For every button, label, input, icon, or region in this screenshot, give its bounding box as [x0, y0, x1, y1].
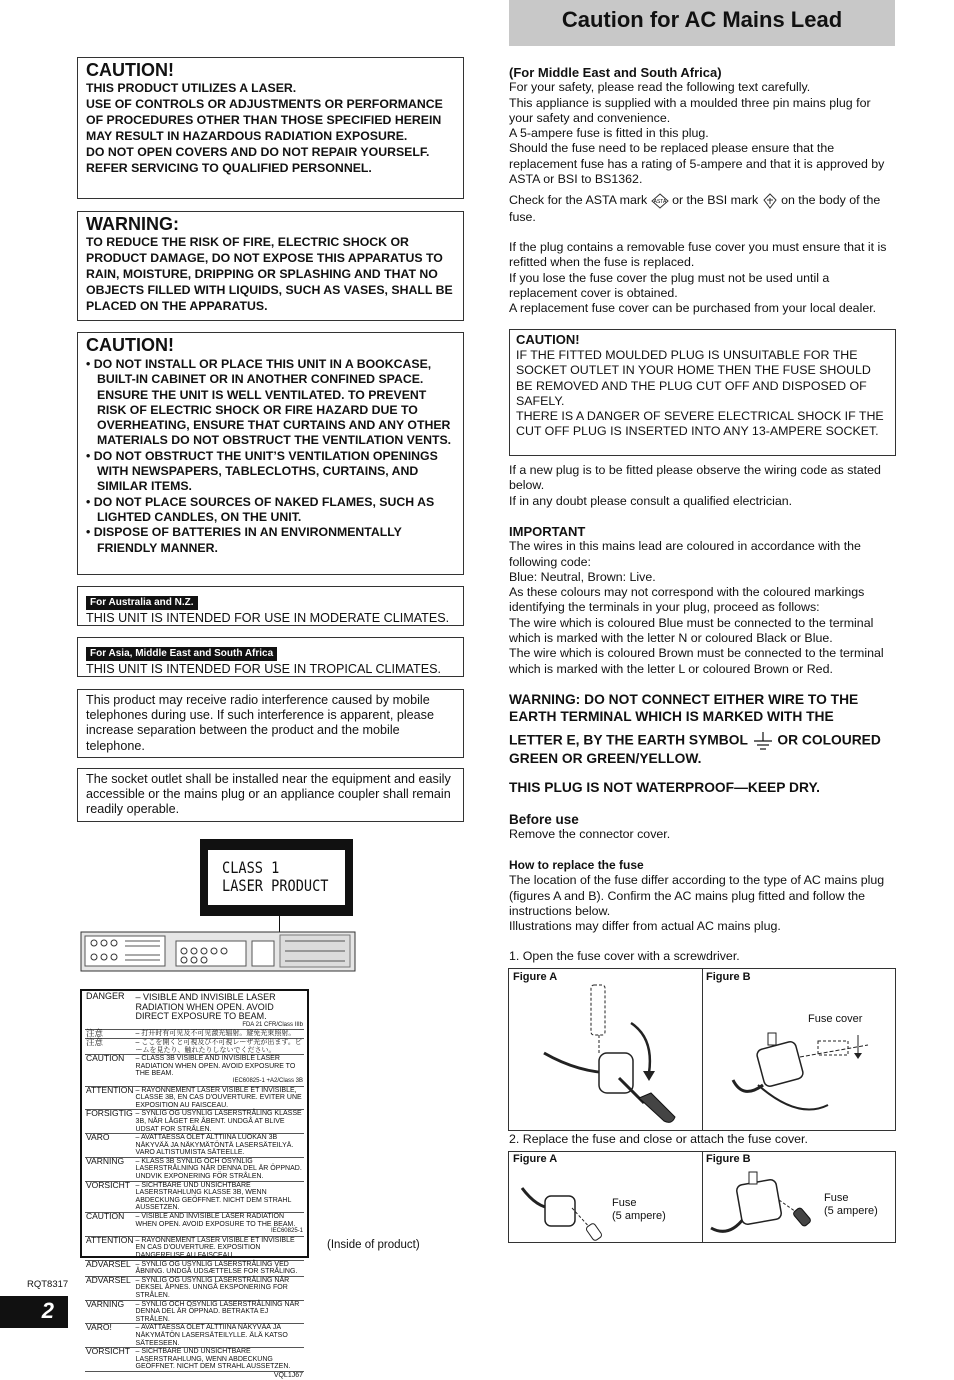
check-bsi-text: or the BSI mark	[672, 193, 759, 207]
danger-label-text: – SICHTBARE UND UNSICHTBARE LASERSTRAHLUNG KLASSE 3B, WENN ABDECKUNG GEÖFFNET. NICHT DEM STRAHL AUSSETZEN.	[135, 1181, 292, 1212]
bsi-kitemark-icon	[762, 193, 778, 209]
asia-text: THIS UNIT IS INTENDED FOR USE IN TROPICAL CLIMATES.	[86, 662, 442, 676]
danger-label-code: VQL1J67	[273, 1371, 303, 1379]
caution-laser-line: USE OF CONTROLS OR ADJUSTMENTS OR PERFORMANCE OF PROCEDURES OTHER THAN THOSE SPECIFIED HEREIN MAY RESULT IN HAZARDOUS RADIATION EXPOSURE.	[86, 97, 443, 143]
important-para: The wires in this mains lead are coloured in accordance with the following code:	[509, 539, 861, 569]
earth-warning-line-c: GREEN OR GREEN/YELLOW.	[509, 751, 702, 766]
danger-label-text: – VISIBLE AND INVISIBLE LASER RADIATION WHEN OPEN. AVOID EXPOSURE TO THE BEAM.	[135, 1213, 296, 1228]
plug-fuse-a-illustration	[517, 1168, 617, 1240]
list-item: • DO NOT OBSTRUCT THE UNIT’S VENTILATION OPENINGS WITH NEWSPAPERS, TABLECLOTHS, CURTAINS, AND SIMILAR ITEMS.	[86, 448, 438, 494]
page-title-bar	[509, 0, 895, 46]
danger-label-text: – SYNLIG OG USYNLIG LASERSTRÅLING NÅR DEKSEL ÅPNES. UNNGÅ EKSPONERING FOR STRÅLEN.	[135, 1276, 290, 1299]
middle-east-section	[509, 65, 897, 187]
list-item: • DO NOT PLACE SOURCES OF NAKED FLAMES, SUCH AS LIGHTED CANDLES, ON THE UNIT.	[86, 494, 435, 524]
caution-plug-box	[509, 329, 896, 456]
list-item: • DISPOSE OF BATTERIES IN AN ENVIRONMENTALLY FRIENDLY MANNER.	[86, 525, 402, 555]
danger-label-row	[85, 1055, 304, 1086]
caution-plug-title: CAUTION!	[516, 332, 580, 347]
caution-installation-list	[86, 357, 455, 556]
important-para: As these colours may not correspond with the coloured markings identifying the terminals in your plug, proceed as follows:	[509, 585, 865, 615]
danger-label-key: VORSICHT	[86, 1346, 130, 1357]
asia-box	[77, 637, 464, 677]
region-tag-asia: For Asia, Middle East and South Africa	[86, 647, 277, 661]
danger-label-row	[85, 1300, 304, 1324]
danger-label-row	[85, 1030, 304, 1039]
middle-east-para: For your safety, please read the following text carefully.	[509, 80, 811, 95]
caution-laser-line: DO NOT OPEN COVERS AND DO NOT REPAIR YOURSELF. REFER SERVICING TO QUALIFIED PERSONNEL.	[86, 145, 430, 175]
danger-label-value	[135, 1300, 304, 1324]
danger-label-row	[85, 1324, 304, 1348]
danger-label-value	[135, 1236, 304, 1260]
inside-product-caption: (Inside of product)	[327, 1239, 420, 1251]
danger-label-text: – RAYONNEMENT LASER VISIBLE ET INVISIBLE EN CAS D'OUVERTURE. EXPOSITION DANGEREUSE AU FAISCEAU.	[135, 1236, 295, 1259]
check-fuse-text: on the body of the fuse.	[509, 193, 881, 224]
fuse-cover-para: If the plug contains a removable fuse cover you must ensure that it is refitted when the fuse is replaced.	[509, 240, 887, 270]
fuse-label-a-rating: (5 ampere)	[612, 1210, 666, 1222]
danger-label-row	[85, 1110, 304, 1134]
earth-warning-text-b2: OR COLOURED	[777, 732, 881, 748]
figure-a-step2	[508, 1151, 703, 1243]
danger-label-row	[85, 993, 304, 1030]
danger-label-note: FDA 21 CFR/Class IIIb	[242, 1021, 303, 1028]
danger-label-key: VARO!	[86, 1322, 112, 1333]
danger-label-key: VARO	[86, 1132, 110, 1143]
check-asta-text: Check for the ASTA mark	[509, 193, 648, 207]
danger-label-value	[135, 1086, 304, 1110]
danger-label-row	[85, 1260, 304, 1276]
danger-label-key: ADVARSEL	[86, 1258, 131, 1269]
danger-label-text: – CLASS 3B VISIBLE AND INVISIBLE LASER RADIATION WHEN OPEN. AVOID EXPOSURE TO THE BEAM.	[135, 1055, 296, 1078]
danger-label-text: – VISIBLE AND INVISIBLE LASER RADIATION WHEN OPEN. AVOID DIRECT EXPOSURE TO BEAM.	[135, 992, 276, 1022]
danger-label-text: – SYNLIG OCH OSYNLIG LASERSTRÅLNING NÄR DENNA DEL ÄR ÖPPNAD. BETRAKTA EJ STRÅLEN.	[135, 1300, 300, 1323]
page-title: Caution for AC Mains Lead	[561, 7, 843, 32]
plug-screwdriver-illustration	[539, 983, 699, 1129]
figure-b-label-2: Figure B	[706, 1153, 751, 1165]
fuse-label-b-rating: (5 ampere)	[824, 1205, 878, 1217]
danger-label-row	[85, 1157, 304, 1181]
step-1: 1. Open the fuse cover with a screwdriver.	[509, 949, 740, 963]
before-use-text: Remove the connector cover.	[509, 827, 671, 842]
fuse-label-b	[824, 1192, 878, 1218]
danger-label-key: 注意	[86, 1028, 104, 1039]
danger-label-text: – RAYONNEMENT LASER VISIBLE ET INVISIBLE, CLASSE 3B, EN CAS D'OUVERTURE. EVITER UNE EXPOSITION AU FAISCEAU.	[135, 1086, 302, 1109]
fuse-cover-para: If you lose the fuse cover the plug must not be used until a replacement cover is obtained.	[509, 270, 830, 300]
danger-label-text: – SYNLIG OG USYNLIG LASERSTRÅLING KLASSE 3B, NÅR LÅGET ER ÅBENT. UNDGÅ AT BLIVE UDSAT FOR STRÅLEN.	[135, 1110, 302, 1133]
figure-a-step1	[508, 968, 703, 1131]
danger-label-value	[135, 1260, 304, 1276]
danger-label-value	[135, 1055, 304, 1086]
radio-interference-box	[77, 689, 464, 758]
doc-code: RQT8317	[27, 1279, 69, 1290]
check-marks-line	[509, 192, 897, 226]
danger-label-value	[135, 1110, 304, 1134]
danger-label-value	[135, 1324, 304, 1348]
socket-outlet-text: The socket outlet shall be installed near the equipment and easily accessible or the mains plug or an appliance coupler shall remain readily operable.	[86, 772, 451, 817]
plug-fuse-cover-illustration	[728, 1025, 893, 1125]
danger-label-value	[135, 1181, 304, 1212]
fuse-cover-para: A replacement fuse cover can be purchased from your local dealer.	[509, 301, 877, 316]
new-plug-section	[509, 463, 897, 509]
class1-label-line2: LASER PRODUCT	[222, 876, 329, 895]
earth-symbol-icon	[752, 731, 774, 751]
danger-label-text: – 打开时有可见及不可见激光辐射。避免光束照射。	[135, 1030, 296, 1038]
important-section	[509, 524, 897, 677]
caution-plug-line: IF THE FITTED MOULDED PLUG IS UNSUITABLE FOR THE SOCKET OUTLET IN YOUR HOME THEN THE FUSE SHOULD BE REMOVED AND THE PLUG CUT OFF AND DISPOSED OF SAFELY.	[516, 348, 871, 408]
danger-label-text: – KLASS 3B SYNLIG OCH OSYNLIG LASERSTRÅLNING NÄR DENNA DEL ÄR ÖPPNAD. UNDVIK EXPONERING FÖR STRÅLEN.	[135, 1157, 302, 1181]
danger-label-key: FORSIGTIG	[86, 1108, 133, 1119]
danger-label-key: ATTENTION	[86, 1084, 134, 1095]
replace-fuse-para: The location of the fuse differ according to the type of AC mains plug (figures A and B). Confirm the AC mains plug fitted and follow the instructions below.	[509, 873, 885, 918]
before-use-section	[509, 812, 897, 843]
step-2: 2. Replace the fuse and close or attach the fuse cover.	[509, 1132, 808, 1146]
caution-plug-text	[516, 348, 889, 440]
svg-text:ASTA: ASTA	[653, 198, 666, 205]
middle-east-heading: (For Middle East and South Africa)	[509, 65, 722, 80]
danger-label-value	[135, 1276, 304, 1300]
fuse-label-b-name: Fuse	[824, 1192, 849, 1204]
important-heading: IMPORTANT	[509, 524, 586, 539]
warning-text: TO REDUCE THE RISK OF FIRE, ELECTRIC SHOCK OR PRODUCT DAMAGE, DO NOT EXPOSE THIS APPARATUS TO RAIN, MOISTURE, DRIPPING OR SPLASHING AND THAT NO OBJECTS FILLED WITH LIQUIDS, SUCH AS VASES, SHALL BE PLACED ON THE APPARATUS.	[86, 235, 453, 313]
danger-warning-label	[80, 989, 309, 1379]
radio-interference-text: This product may receive radio interference caused by mobile telephones during use. If such interference is apparent, please increase separation between the product and the mobile telephone.	[86, 693, 434, 753]
danger-label-key: CAUTION	[86, 1211, 125, 1222]
figure-a-label-2: Figure A	[513, 1153, 558, 1165]
danger-label-note: IEC60825-1	[270, 1228, 303, 1235]
danger-label-table	[85, 993, 304, 1380]
page-number-text: 2	[41, 1298, 54, 1323]
before-use-heading: Before use	[509, 812, 579, 827]
replace-fuse-heading: How to replace the fuse	[509, 858, 644, 872]
earth-warning-line-b	[509, 731, 897, 751]
caution-installation-box	[77, 332, 464, 575]
rear-panel-illustration	[80, 931, 356, 972]
danger-label-key: CAUTION	[86, 1053, 125, 1064]
earth-warning	[509, 692, 897, 768]
figure-a-label: Figure A	[513, 971, 558, 983]
danger-label-note: IEC60825-1 +A2/Class 3B	[232, 1077, 303, 1084]
figure-b-label: Figure B	[706, 971, 751, 983]
danger-label-row	[85, 1086, 304, 1110]
danger-label-value	[135, 1134, 304, 1158]
region-tag-australia: For Australia and N.Z.	[86, 596, 198, 610]
danger-label-text: – SYNLIG OG USYNLIG LASERSTRÅLING VED ÅBNING. UNDGÅ UDSÆTTELSE FOR STRÅLING.	[135, 1260, 298, 1276]
warning-box	[77, 211, 464, 321]
danger-label-value	[135, 1348, 304, 1372]
waterproof-warning: THIS PLUG IS NOT WATERPROOF—KEEP DRY.	[509, 780, 820, 795]
danger-label-row	[85, 1348, 304, 1372]
asta-mark-icon	[651, 193, 669, 209]
danger-label-key: ADVARSEL	[86, 1274, 131, 1285]
earth-warning-text-b1: LETTER E, BY THE EARTH SYMBOL	[509, 732, 748, 748]
danger-label-key: VARNING	[86, 1298, 125, 1309]
class1-laser-label	[200, 839, 353, 916]
danger-label-text: – AVATTAESSA OLET ALTTIINA LUOKAN 3B NÄKYVÄÄ JA NÄKYMÄTÖNTÄ LASERSÄTEILYÄ. VARO ALTISTUMISTA SÄTEELLE.	[135, 1134, 294, 1157]
figure-b-step2	[702, 1151, 896, 1243]
danger-label-row	[85, 1134, 304, 1158]
danger-label-key: 注意	[86, 1036, 104, 1047]
danger-label-key: VORSICHT	[86, 1179, 130, 1190]
caution-laser-line: THIS PRODUCT UTILIZES A LASER.	[86, 81, 297, 95]
middle-east-para: Should the fuse need to be replaced please ensure that the replacement fuse has a rating of 5-ampere and that it is approved by ASTA or BSI to BS1362.	[509, 141, 885, 187]
caution-laser-text	[86, 80, 455, 176]
australia-box	[77, 586, 464, 626]
page-number	[0, 1296, 68, 1328]
warning-title: WARNING:	[86, 214, 179, 234]
danger-label-text: – AVATTAESSA OLET ALTTIINA NÄKYVÄÄ JA NÄKYMÄTÖN LASERSÄTEILYLLE. ÄLÄ KATSO SÄTEESEEN.	[135, 1324, 288, 1347]
danger-label-row	[85, 1236, 304, 1260]
caution-laser-box	[77, 57, 464, 199]
list-item: • DO NOT INSTALL OR PLACE THIS UNIT IN A BOOKCASE, BUILT-IN CABINET OR IN ANOTHER CONFINED SPACE. ENSURE THE UNIT IS WELL VENTILATED. TO PREVENT RISK OF ELECTRIC SHOCK OR FIRE HAZARD DUE TO OVERHEATING, ENSURE THAT CURTAINS AND ANY OTHER MATERIALS DO NOT OBSTRUCT THE VENTILATION VENTS.	[86, 357, 452, 448]
fuse-cover-label: Fuse cover	[808, 1013, 863, 1025]
fuse-label-a-name: Fuse	[612, 1197, 637, 1209]
danger-label-key: VARNING	[86, 1155, 125, 1166]
caution-plug-line: THERE IS A DANGER OF SEVERE ELECTRICAL SHOCK IF THE CUT OFF PLUG IS INSERTED INTO ANY 13-AMPERE SOCKET.	[516, 409, 884, 439]
replace-fuse-para: Illustrations may differ from actual AC mains plug.	[509, 919, 781, 934]
new-plug-para: If in any doubt please consult a qualified electrician.	[509, 493, 793, 508]
danger-label-value	[135, 1157, 304, 1181]
caution-laser-title: CAUTION!	[86, 60, 174, 80]
plug-fuse-b-illustration	[709, 1168, 821, 1240]
danger-label-value	[135, 1038, 304, 1054]
danger-label-row	[85, 1276, 304, 1300]
middle-east-para: A 5-ampere fuse is fitted in this plug.	[509, 126, 709, 141]
class1-label-line1: CLASS 1	[222, 858, 280, 877]
danger-label-value	[135, 1213, 304, 1237]
australia-text: THIS UNIT IS INTENDED FOR USE IN MODERATE CLIMATES.	[86, 611, 450, 625]
socket-outlet-box	[77, 768, 464, 822]
danger-label-row	[85, 1181, 304, 1212]
danger-label-value	[135, 993, 304, 1030]
danger-label-row	[85, 1213, 304, 1237]
middle-east-para: This appliance is supplied with a moulded three pin mains plug for your safety and convenience.	[509, 95, 871, 125]
fuse-label-a	[612, 1197, 666, 1223]
danger-label-text: – ここを開くと可視及び不可視レーザ光が出ます。ビームを見たり、触れたりしないでください。	[135, 1038, 302, 1054]
danger-label-key: ATTENTION	[86, 1234, 134, 1245]
replace-fuse-section	[509, 858, 897, 934]
danger-label-key: DANGER	[86, 991, 125, 1001]
fuse-cover-section	[509, 240, 897, 316]
important-para: Blue: Neutral, Brown: Live.	[509, 569, 656, 584]
important-para: The wire which is coloured Blue must be connected to the terminal which is marked with the letter N or coloured Black or Blue.	[509, 615, 874, 646]
earth-warning-line-a: WARNING: DO NOT CONNECT EITHER WIRE TO THE EARTH TERMINAL WHICH IS MARKED WITH THE	[509, 692, 859, 724]
important-para: The wire which is coloured Brown must be connected to the terminal which is marked with the letter L or coloured Brown or Red.	[509, 646, 884, 676]
figure-b-step1	[702, 968, 896, 1131]
danger-label-value	[135, 1030, 304, 1039]
danger-label-text: – SICHTBARE UND UNSICHTBARE LASERSTRAHLUNG, WENN ABDECKUNG GEÖFFNET. NICHT DEM STRAHL AUSSETZEN.	[135, 1348, 291, 1371]
caution-installation-title: CAUTION!	[86, 335, 174, 355]
new-plug-para: If a new plug is to be fitted please observe the wiring code as stated below.	[509, 463, 881, 493]
